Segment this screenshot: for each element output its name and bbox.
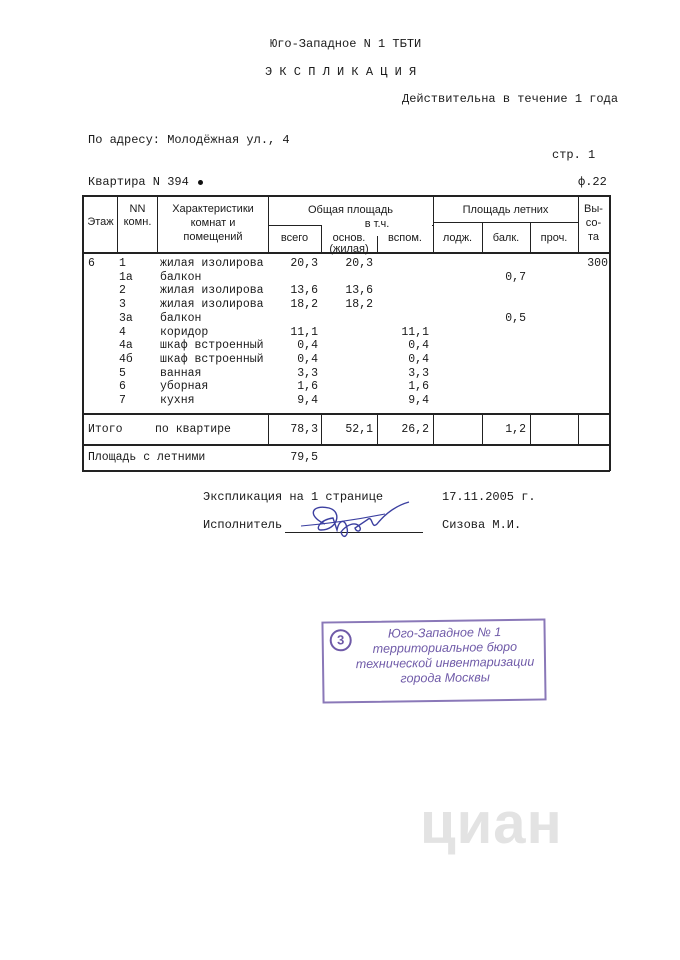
header-incl: в т.ч. (364, 218, 390, 230)
ink-dot (198, 180, 203, 185)
totals-label: Итого (88, 423, 123, 436)
cell-no: 6 (119, 380, 126, 394)
cell-desc: балкон (160, 311, 202, 325)
stamp-line-2: территориальное бюро (372, 639, 518, 656)
cell-desc: шкаф встроенный (160, 352, 264, 366)
cell-all: 11,1 (290, 325, 318, 339)
cell-all: 13,6 (290, 284, 318, 298)
totals-sublabel: по квартире (155, 423, 231, 436)
cell-all: 0,4 (297, 352, 318, 366)
document-date: 17.11.2005 г. (442, 490, 536, 504)
summer-total-label: Площадь с летними (88, 451, 206, 464)
header-room-no-2: комн. (123, 216, 152, 228)
cell-desc: балкон (160, 270, 202, 284)
cell-aux: 3,3 (408, 366, 429, 380)
header-room-no: NN (129, 203, 146, 215)
cell-no: 3 (119, 298, 126, 312)
cell-no: 4б (119, 352, 133, 366)
page-number: стр. 1 (552, 148, 596, 162)
cell-all: 1,6 (297, 380, 318, 394)
cell-aux: 11,1 (401, 325, 429, 339)
cell-floor: 6 (88, 257, 95, 270)
cell-desc: кухня (160, 394, 195, 407)
cell-desc: ванная (160, 366, 202, 380)
header-other: проч. (540, 232, 568, 244)
bti-stamp (321, 618, 546, 703)
executor-name: Сизова М.И. (442, 518, 522, 532)
cell-no: 1а (119, 270, 133, 284)
totals-all: 78,3 (290, 423, 318, 436)
cell-main: 18,2 (345, 298, 373, 312)
watermark-text: циан (420, 791, 563, 856)
cell-all: 0,4 (297, 339, 318, 353)
stamp-line-4: города Москвы (400, 670, 491, 686)
cell-desc: жилая изолирова (160, 257, 264, 270)
header-all: всего (280, 232, 309, 244)
signature (285, 496, 425, 546)
cell-no: 4 (119, 325, 126, 339)
header-desc: Характеристики (172, 203, 254, 215)
address: По адресу: Молодёжная ул., 4 (88, 133, 290, 147)
cell-desc: шкаф встроенный (160, 339, 264, 353)
totals-balcony: 1,2 (505, 423, 526, 436)
header-main: основ. (332, 232, 366, 244)
header-desc-3: помещений (183, 231, 243, 243)
header-balcony: балк. (492, 232, 520, 244)
cell-all: 3,3 (297, 366, 318, 380)
header-height: Вы- (584, 203, 603, 215)
stamp-line-3: технической инвентаризации (355, 654, 535, 672)
cell-main: 20,3 (345, 257, 373, 270)
cell-desc: коридор (160, 325, 209, 339)
cell-desc: жилая изолирова (160, 298, 264, 312)
header-loggia: лодж. (442, 232, 473, 244)
cian-watermark (420, 790, 620, 870)
cell-balcony: 0,5 (505, 311, 526, 325)
header-desc-2: комнат и (190, 217, 236, 229)
totals-aux: 26,2 (401, 423, 429, 436)
stamp-number: 3 (330, 629, 352, 651)
cell-desc: уборная (160, 380, 209, 394)
stamp-line-1: Юго-Западное № 1 (387, 625, 502, 641)
cell-desc: жилая изолирова (160, 284, 264, 298)
pages-note: Экспликация на 1 странице (203, 490, 384, 504)
cell-aux: 0,4 (408, 339, 429, 353)
header-aux: вспом. (388, 232, 422, 244)
cell-aux: 0,4 (408, 352, 429, 366)
cell-no: 2 (119, 284, 126, 298)
summer-total-value: 79,5 (290, 451, 318, 464)
form-number: ф.22 (578, 175, 607, 189)
org-name: Юго-Западное N 1 ТБТИ (270, 37, 422, 51)
cell-all: 18,2 (290, 298, 318, 312)
header-height-3: та (587, 231, 600, 243)
cell-no: 7 (119, 394, 126, 407)
header-main-2: (жилая) (329, 243, 369, 255)
cell-height: 300 (587, 257, 608, 270)
cell-aux: 9,4 (408, 394, 429, 407)
validity-note: Действительна в течение 1 года (402, 92, 619, 106)
executor-label: Исполнитель (203, 518, 283, 532)
header-height-2: со- (585, 217, 602, 229)
header-total-area: Общая площадь (308, 204, 393, 216)
cell-all: 9,4 (297, 394, 318, 407)
header-floor: Этаж (87, 216, 114, 228)
cell-balcony: 0,7 (505, 270, 526, 284)
apartment-number: Квартира N 394 (88, 175, 189, 189)
cell-all: 20,3 (290, 257, 318, 270)
cell-no: 4а (119, 339, 133, 353)
cell-no: 3а (119, 311, 133, 325)
cell-no: 5 (119, 366, 126, 380)
cell-no: 1 (119, 257, 126, 270)
cell-aux: 1,6 (408, 380, 429, 394)
header-summer-area: Площадь летних (462, 204, 549, 216)
totals-main: 52,1 (345, 423, 373, 436)
cell-main: 13,6 (345, 284, 373, 298)
document-title: Э К С П Л И К А Ц И Я (265, 65, 417, 79)
